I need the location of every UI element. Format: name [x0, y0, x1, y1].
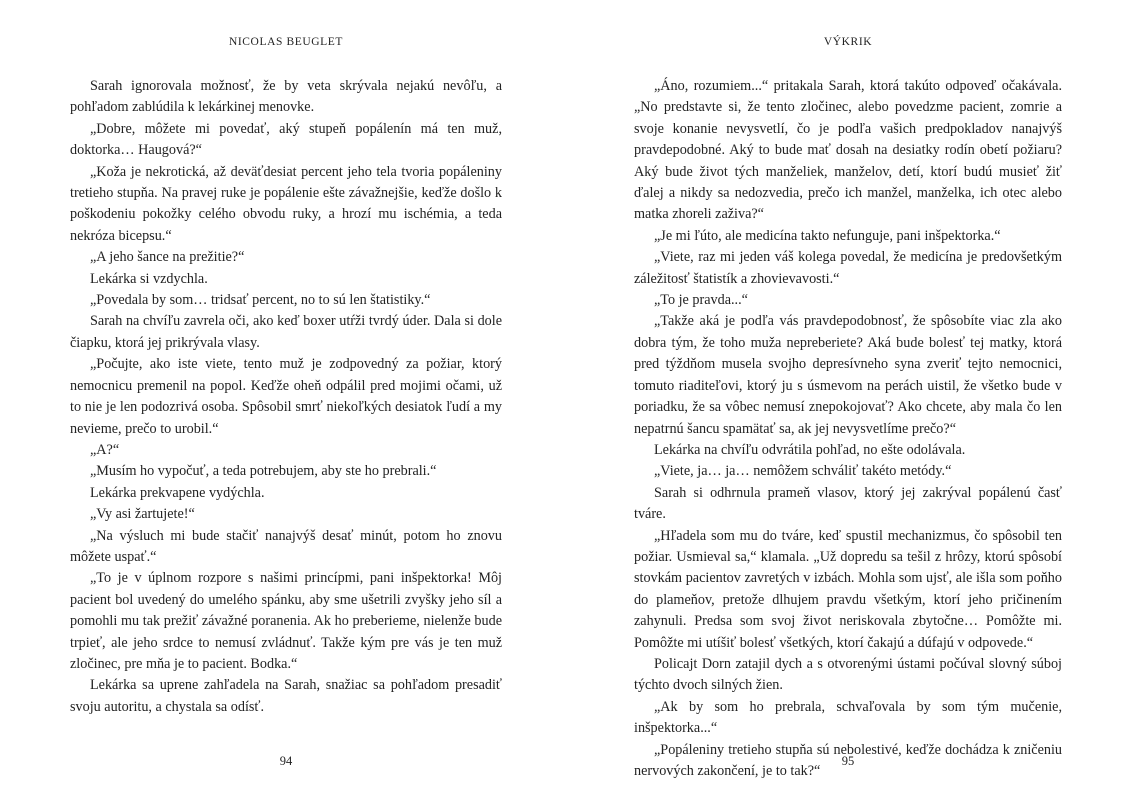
paragraph: „Popáleniny tretieho stupňa sú nebolestivé, keďže dochádza k zničeniu nervových zakončení, je to tak?“: [634, 741, 1062, 779]
paragraph: „Viete, raz mi jeden váš kolega povedal, že medicína je predovšetkým záležitosť štatistík a zhovievavosti.“: [634, 249, 1062, 287]
paragraph: „Je mi ľúto, ale medicína takto nefunguje, pani inšpektorka.“: [654, 227, 1001, 244]
paragraph: „A jeho šance na prežitie?“: [90, 249, 245, 266]
paragraph: „Vy asi žartujete!“: [90, 506, 195, 523]
paragraph: „Viete, ja… ja… nemôžem schváliť takéto metódy.“: [654, 463, 952, 480]
paragraph: „Povedala by som… tridsať percent, no to sú len štatistiky.“: [90, 292, 431, 309]
paragraph: Lekárka si vzdychla.: [90, 270, 208, 287]
running-header-author: NICOLAS BEUGLET: [228, 36, 344, 48]
running-header-title: VÝKRIK: [823, 36, 873, 48]
paragraph: „Ak by som ho prebrala, schvaľovala by som tým mučenie, inšpektorka...“: [634, 698, 1062, 737]
paragraph: „Dobre, môžete mi povedať, aký stupeň popálenín má ten muž, doktorka… Haugová?“: [70, 120, 502, 159]
paragraph: Sarah na chvíľu zavrela oči, ako keď boxer utŕži tvrdý úder. Dala si dole čiapku, ktorá jej prikrývala vlasy.: [70, 313, 502, 351]
right-page: [634, 0, 1062, 800]
paragraph: Sarah ignorovala možnosť, že by veta skrývala nejakú nevôľu, a pohľadom zablúdila k lekárkinej menovke.: [70, 78, 502, 116]
paragraph: Lekárka na chvíľu odvrátila pohľad, no ešte odolávala.: [654, 441, 966, 458]
paragraph: „Na výsluch mi bude stačiť nanajvýš desať minút, potom ho znovu môžete uspať.“: [70, 527, 502, 565]
page-number: 94: [279, 754, 293, 768]
paragraph: „Koža je nekrotická, až deväťdesiat percent jeho tela tvoria popáleniny tretieho stupňa. Na pravej ruke je popálenie ešte závažnejšie, keďže došlo k poškodeniu pokožky celého obvodu ruky, a hrozí mu ischémia, a teda nekróza bicepsu.“: [70, 163, 502, 244]
paragraph: „Hľadela som mu do tváre, keď spustil mechanizmus, čo spôsobil ten požiar. Usmieval sa,“ klamala. „Už dopredu sa tešil z hrôzy, ktorú spôsobí stovkám pacientov zavretých v izbách. Mohla som ujsť, ale išla som poňho do plameňov, pretože dlhujem pravdu všetkým, ktorí jeho pričinením zahynuli. Predsa som svoj život neriskovala zbytočne… Pomôžte mi. Pomôžte mi utíšiť bolesť všetkých, ktorí čakajú a dúfajú v odpovede.“: [634, 527, 1062, 651]
paragraph: Lekárka sa uprene zahľadela na Sarah, snažiac sa pohľadom presadiť svoju autoritu, a chystala sa odísť.: [70, 677, 502, 715]
paragraph: „Musím ho vypočuť, a teda potrebujem, aby ste ho prebrali.“: [90, 463, 437, 480]
paragraph: „Áno, rozumiem...“ pritakala Sarah, ktorá takúto odpoveď očakávala. „No predstavte si, že tento zločinec, alebo povedzme pacient, zomrie a svoje konanie nevysvetlí, čo je podľa vašich predpokladov nanajvýš pravdepodobné. Aký to bude mať dosah na desiatky rodín obetí požiaru? Aký bude život tých manželiek, manželov, detí, ktorí budú musieť žiť ďalej a nikdy sa nedozvedia, prečo ich manžel, manželka, ich otec alebo matka zhoreli zaživa?“: [634, 78, 1062, 223]
left-page-text: [70, 76, 502, 718]
paragraph: „A?“: [90, 441, 120, 458]
right-page-text: [634, 76, 1062, 782]
paragraph: „Počujte, ako iste viete, tento muž je zodpovedný za požiar, ktorý nemocnicu premenil na popol. Keďže oheň odpálil pred mojimi očami, už to nie je len podozrivá osoba. Spôsobil smrť niekoľkých desiatok ľudí a my nevieme, prečo to urobil.“: [70, 356, 502, 437]
paragraph: „Takže aká je podľa vás pravdepodobnosť, že spôsobíte viac zla ako dobra tým, že toho muža nepreberiete? Aká bude bolesť tej matky, ktorá pred týždňom musela svojho depresívneho syna zveriť tejto nemocnici, tomuto riaditeľovi, ktorý ju s úsmevom na perách uistil, že všetko bude v poriadku, že sa vôbec nemusí znepokojovať? Ako chcete, aby mala čo len nepatrnú šancu spamätať sa, ak jej nevysvetlíme prečo?“: [634, 313, 1062, 437]
page-number: 95: [841, 754, 855, 768]
paragraph: Lekárka prekvapene vydýchla.: [90, 484, 265, 501]
paragraph: Sarah si odhrnula prameň vlasov, ktorý jej zakrýval popálenú časť tváre.: [634, 484, 1062, 523]
paragraph: „To je pravda...“: [654, 292, 748, 309]
left-page: [70, 0, 502, 800]
paragraph: „To je v úplnom rozpore s našimi princípmi, pani inšpektorka! Môj pacient bol uvedený do umelého spánku, aby sme ušetrili zvyšky jeho síl a pomohli mu tak prežiť závažné poranenia. Ak ho preberieme, nielenže bude trpieť, ale jeho srdce to nemusí zvládnuť. Takže kým pre vás je ten muž zločinec, pre mňa je to pacient. Bodka.“: [70, 570, 502, 672]
paragraph: Policajt Dorn zatajil dych a s otvorenými ústami počúval slovný súboj týchto dvoch silných žien.: [634, 655, 1062, 694]
